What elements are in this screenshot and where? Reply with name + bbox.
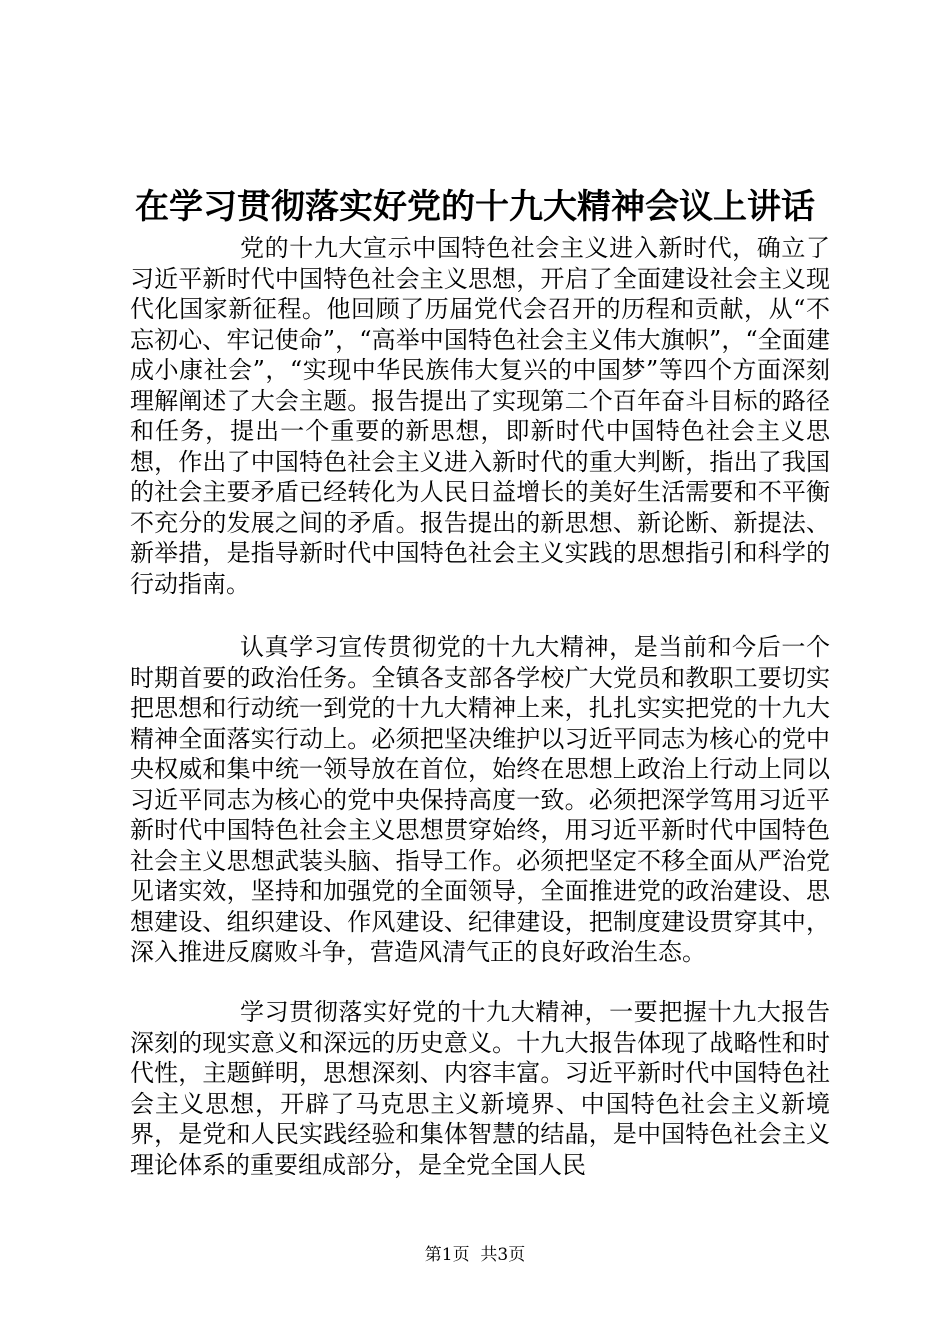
paragraph-2: 认真学习宣传贯彻党的十九大精神，是当前和今后一个时期首要的政治任务。全镇各支部各学校广大党员和教职工要切实把思想和行动统一到党的十九大精神上来，扎扎实实把党的十九大精神全面落实行动上。必须把坚决维护以习近平同志为核心的党中央权威和集中统一领导放在首位，始终在思想上政治上行动上同以习近平同志为核心的党中央保持高度一致。必须把深学笃用习近平新时代中国特色社会主义思想贯穿始终，用习近平新时代中国特色社会主义思想武装头脑、指导工作。必须把坚定不移全面从严治党见诸实效，坚持和加强党的全面领导，全面推进党的政治建设、思想建设、组织建设、作风建设、纪律建设，把制度建设贯穿其中，深入推进反腐败斗争，营造风清气正的良好政治生态。	[130, 633, 830, 966]
paragraph-1: 党的十九大宣示中国特色社会主义进入新时代，确立了习近平新时代中国特色社会主义思想，开启了全面建设社会主义现代化国家新征程。他回顾了历届党代会召开的历程和贡献，从“不忘初心、牢记使命”，“高举中国特色社会主义伟大旗帜”，“全面建成小康社会”，“实现中华民族伟大复兴的中国梦”等四个方面深刻理解阐述了大会主题。报告提出了实现第二个百年奋斗目标的路径和任务，提出一个重要的新思想，即新时代中国特色社会主义思想，作出了中国特色社会主义进入新时代的重大判断，指出了我国的社会主要矛盾已经转化为人民日益增长的美好生活需要和不平衡不充分的发展之间的矛盾。报告提出的新思想、新论断、新提法、新举措，是指导新时代中国特色社会主义实践的思想指引和科学的行动指南。	[130, 234, 830, 598]
document-title: 在学习贯彻落实好党的十九大精神会议上讲话	[135, 187, 815, 227]
paragraph-3: 学习贯彻落实好党的十九大精神，一要把握十九大报告深刻的现实意义和深远的历史意义。十九大报告体现了战略性和时代性，主题鲜明，思想深刻、内容丰富。习近平新时代中国特色社会主义思想，开辟了马克思主义新境界、中国特色社会主义新境界，是党和人民实践经验和集体智慧的结晶，是中国特色社会主义理论体系的重要组成部分，是全党全国人民	[130, 998, 830, 1179]
page-footer: 第1页 共3页	[424, 1245, 526, 1265]
